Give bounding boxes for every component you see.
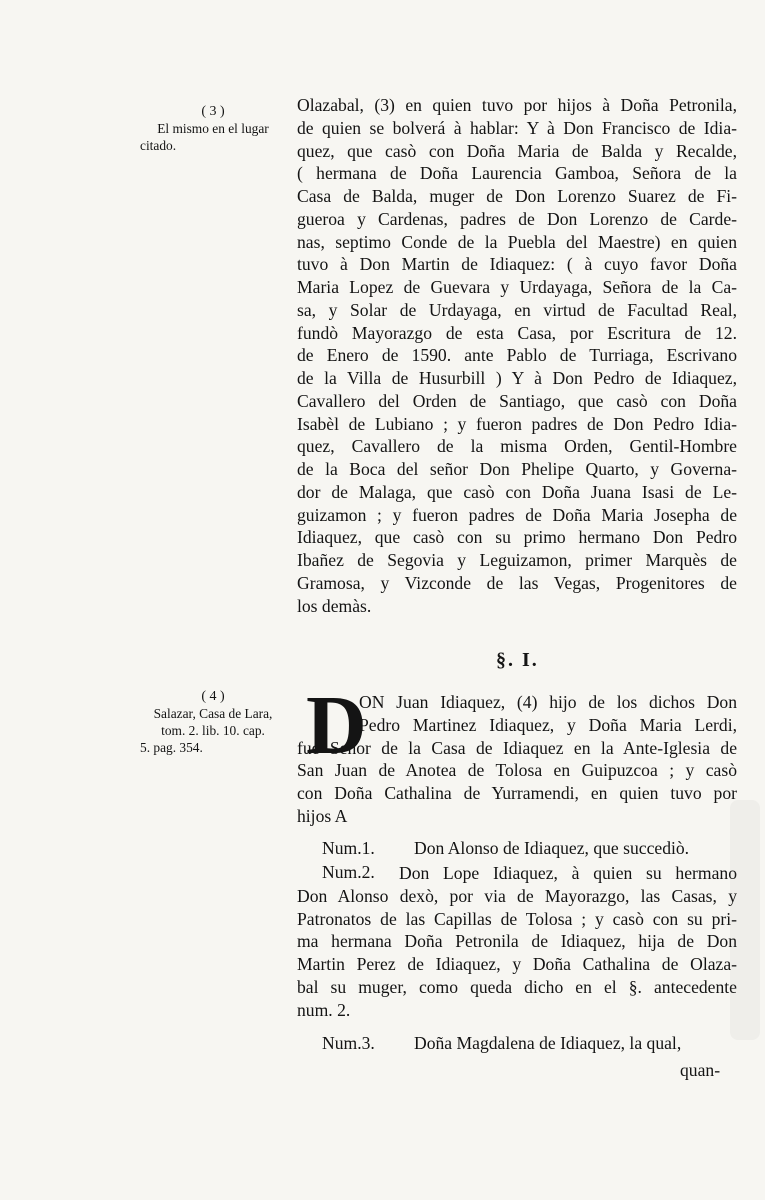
note-number: ( 3 ) xyxy=(201,104,225,119)
text-line: ON Juan Idiaquez, (4) hijo de los dichos Don xyxy=(359,692,737,712)
text-line: de quien se bolverá à hablar: Y à Don Francisco de Idia- xyxy=(297,117,737,138)
text-line: tuvo à Don Martin de Idiaquez: ( à cuyo favor Doña xyxy=(297,254,737,275)
note-line: citado. xyxy=(140,138,177,153)
text-line: quez, Cavallero de la misma Orden, Gentil-Hombre xyxy=(297,436,737,457)
text-line: ma hermana Doña Petronila de Idiaquez, hija de Don xyxy=(297,931,737,952)
text-line: nas, septimo Conde de la Puebla del Maestre) en quien xyxy=(297,231,737,252)
text-line: Maria Lopez de Guevara y Urdayaga, Señora de la Ca- xyxy=(297,277,737,297)
text-line: bal su muger, como queda dicho en el §. antecedente xyxy=(297,976,737,997)
item-2-text xyxy=(297,862,737,1021)
text-line: Casa de Balda, muger de Don Lorenzo Suarez de Fi- xyxy=(297,186,737,206)
margin-note-4 xyxy=(140,688,286,756)
text-line: de la Villa de Husurbill ) Y à Don Pedro de Idiaquez, xyxy=(297,368,737,388)
text-line: ( hermana de Doña Laurencia Gamboa, Señora de la xyxy=(297,163,737,184)
item-label: Num.3. xyxy=(322,1033,375,1053)
text-line: guizamon ; y fueron padres de Doña Maria Josepha de xyxy=(297,504,737,525)
text-line: num. 2. xyxy=(297,999,351,1020)
text-line: fue Señor de la Casa de Idiaquez en la Ante-Iglesia de xyxy=(297,737,737,758)
text-line: Cavallero del Orden de Santiago, que casò con Doña xyxy=(297,390,737,411)
text-line: hijos A xyxy=(297,805,348,826)
item-text: Doña Magdalena de Idiaquez, la qual, xyxy=(414,1033,682,1053)
text-line: Pedro Martinez Idiaquez, y Doña Maria Lerdi, xyxy=(359,714,737,735)
margin-note-3 xyxy=(140,103,286,154)
text-line: Olazabal, (3) en quien tuvo por hijos à Doña Petronila, xyxy=(297,95,737,115)
note-number: ( 4 ) xyxy=(201,689,225,704)
text-line: con Doña Cathalina de Yurramendi, en quien tuvo por xyxy=(297,783,737,803)
item-label: Num.2. xyxy=(322,862,375,882)
text-line: San Juan de Anotea de Tolosa en Guipuzcoa ; y casò xyxy=(297,760,737,781)
page-smudge xyxy=(730,800,760,1040)
drop-cap: D xyxy=(306,679,367,772)
text-line: Gramosa, y Vizconde de las Vegas, Progenitores de xyxy=(297,572,737,593)
text-line: quez, que casò con Doña Maria de Balda y Recalde, xyxy=(297,140,737,161)
text-line: Don Lope Idiaquez, à quien su hermano xyxy=(399,863,737,883)
item-text: Don Alonso de Idiaquez, que succediò. xyxy=(414,838,690,858)
note-line: tom. 2. lib. 10. cap. xyxy=(161,723,265,738)
paragraph-2 xyxy=(297,679,737,828)
text-line: fundò Mayorazgo de esta Casa, por Escritura de 12. xyxy=(297,322,737,343)
text-line: dor de Malaga, que casò con Doña Juana Isasi de Le- xyxy=(297,481,737,502)
text-line: Idiaquez, que casò con su primo hermano Don Pedro xyxy=(297,527,737,548)
paragraph-1 xyxy=(297,94,737,617)
item-label: Num.1. xyxy=(322,838,375,858)
catchword: quan- xyxy=(680,1060,721,1080)
text-line: Isabèl de Lubiano ; y fueron padres de Don Pedro Idia- xyxy=(297,413,737,434)
text-line: los demàs. xyxy=(297,595,372,616)
text-line: Patronatos de las Capillas de Tolosa ; y casò con su pri- xyxy=(297,908,737,929)
text-line: sa, y Solar de Urdayaga, en virtud de Facultad Real, xyxy=(297,299,737,320)
text-line: de la Boca del señor Don Phelipe Quarto, y Governa- xyxy=(297,459,737,479)
text-line: Don Alonso dexò, por via de Mayorazgo, las Casas, y xyxy=(297,885,737,906)
note-line: 5. pag. 354. xyxy=(140,740,203,755)
text-line: de Enero de 1590. ante Pablo de Turriaga, Escrivano xyxy=(297,345,737,366)
text-line: Martin Perez de Idiaquez, y Doña Cathalina de Olaza- xyxy=(297,954,737,974)
note-line: El mismo en el lugar xyxy=(157,121,269,136)
text-line: Ibañez de Segovia y Leguizamon, primer Marquès de xyxy=(297,550,737,570)
text-line: gueroa y Cardenas, padres de Don Lorenzo de Carde- xyxy=(297,208,737,229)
section-heading: §. I. xyxy=(496,649,539,671)
note-line: Salazar, Casa de Lara, xyxy=(153,706,273,721)
